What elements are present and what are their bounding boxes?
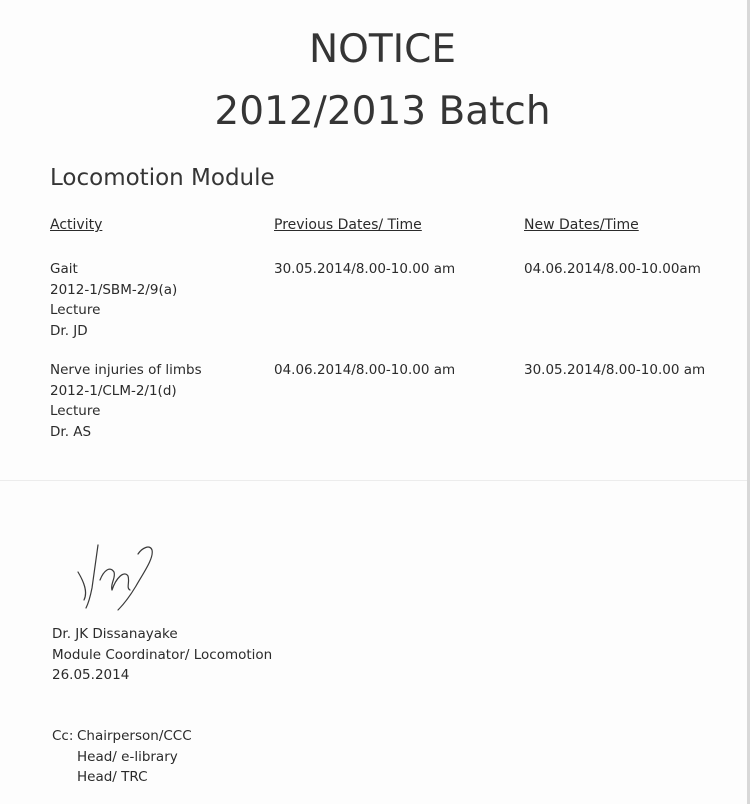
cc-label: Cc:: [52, 728, 74, 744]
signatory-name: Dr. JK Dissanayake: [52, 626, 178, 642]
activity-lecturer: Dr. AS: [50, 423, 92, 440]
cc-recipient: Chairperson/CCC: [77, 728, 192, 744]
activity-lecturer: Dr. JD: [50, 322, 88, 339]
activity-type: Lecture: [50, 403, 101, 419]
activity-name: Nerve injuries of limbs: [50, 362, 202, 378]
handwritten-signature: [70, 540, 160, 615]
signatory-role: Module Coordinator/ Locomotion: [52, 646, 273, 663]
notice-title: NOTICE: [308, 27, 457, 72]
previous-date-time: 04.06.2014/8.00-10.00 am: [274, 362, 456, 378]
paper-fold-line: [0, 480, 750, 481]
module-title: Locomotion Module: [50, 165, 275, 191]
batch-title: 2012/2013 Batch: [214, 89, 551, 134]
activity-column-header: Activity: [50, 217, 103, 233]
activity-type: Lecture: [50, 302, 101, 318]
new-date-time: 04.06.2014/8.00-10.00am: [524, 261, 701, 277]
new-date-time: 30.05.2014/8.00-10.00 am: [524, 362, 706, 378]
new-dates-column-header: New Dates/Time: [524, 217, 639, 233]
previous-date-time: 30.05.2014/8.00-10.00 am: [274, 261, 456, 277]
previous-dates-column-header: Previous Dates/ Time: [274, 217, 422, 233]
activity-name: Gait: [50, 261, 78, 277]
activity-code: 2012-1/CLM-2/1(d): [50, 382, 177, 399]
activity-code: 2012-1/SBM-2/9(a): [50, 281, 178, 298]
cc-recipient: Head/ e-library: [77, 748, 178, 765]
cc-recipient: Head/ TRC: [77, 769, 148, 785]
signatory-date: 26.05.2014: [52, 667, 130, 683]
